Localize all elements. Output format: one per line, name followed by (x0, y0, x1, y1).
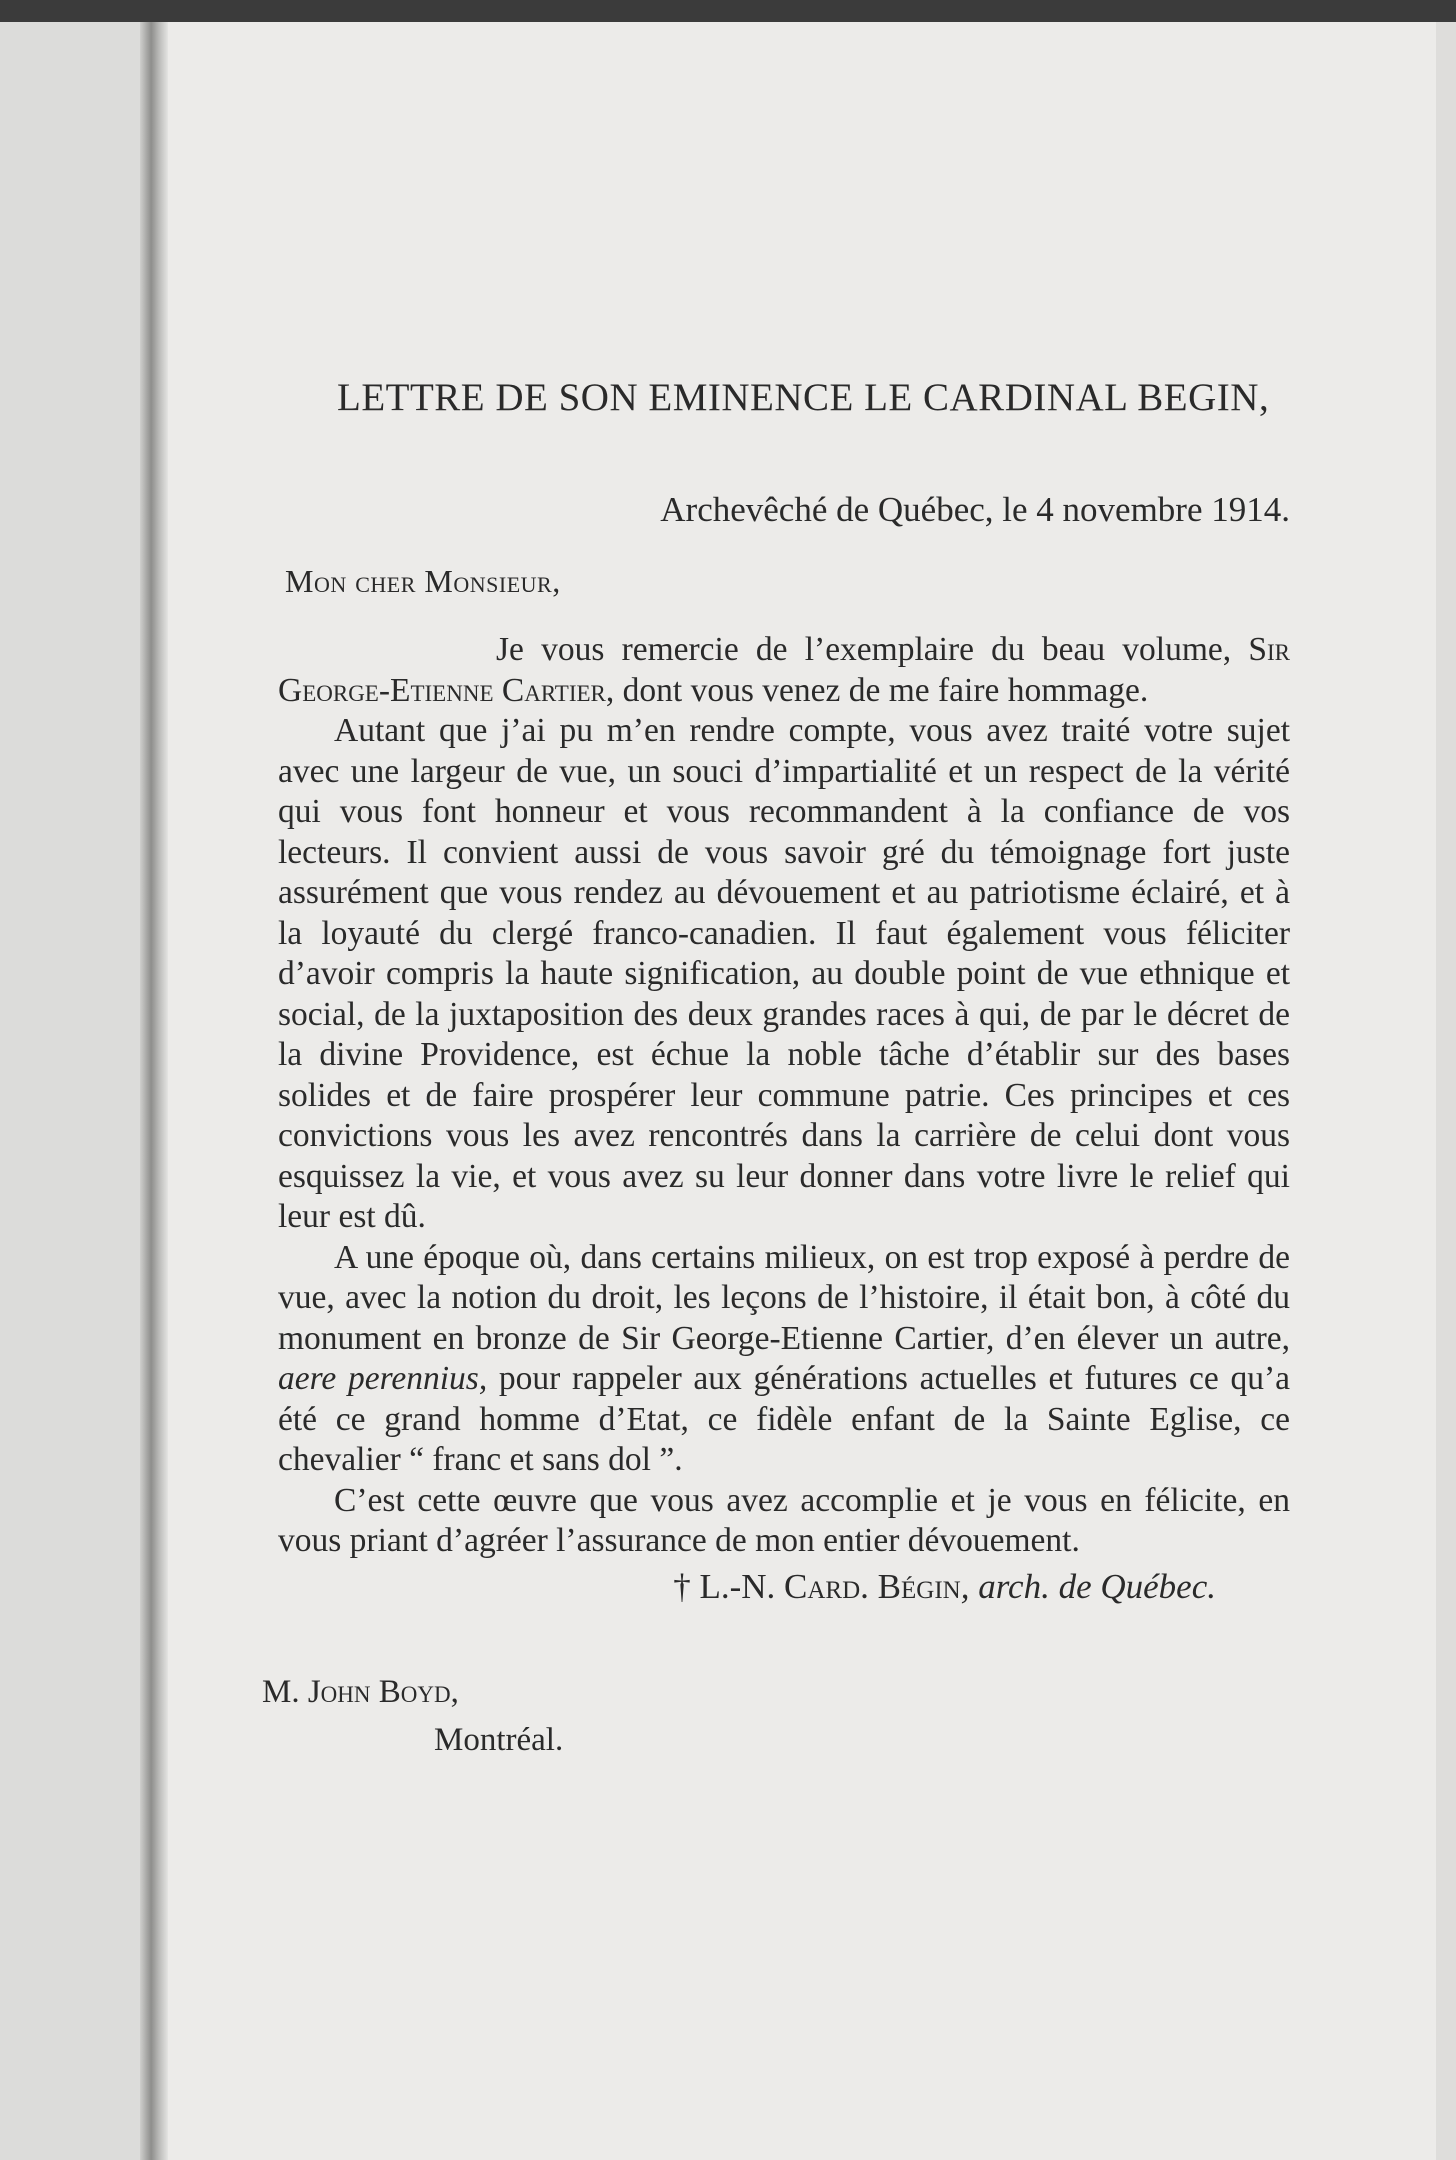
paragraph-3 (278, 1238, 1290, 1481)
paragraph-1 (278, 630, 1290, 711)
latin-phrase: aere perennius, (278, 1360, 488, 1397)
scan-right-edge (1436, 22, 1456, 2160)
book-title: Sir George-Etienne Cartier, (278, 631, 1290, 709)
signature-name: † L.-N. Card. Bégin (673, 1567, 961, 1606)
letter-place-date: Archevêché de Québec, le 4 novembre 1914. (660, 490, 1290, 529)
signature (673, 1567, 1216, 1607)
addressee-city: Montréal. (434, 1722, 564, 1758)
addressee-name: M. John Boyd, (262, 1674, 459, 1710)
letter-body (278, 630, 1290, 1562)
paragraph-3-text: A une époque où, dans certains milieux, on est trop exposé à perdre de vue, avec la notion du droit, les leçons de l’histoire, il était bon, à côté du monument en bronze de Sir George-Etienne Cartier, d’en élever un autre, (278, 1238, 1290, 1357)
facing-page-edge (0, 22, 150, 2160)
signature-title: , arch. de Québec. (960, 1567, 1216, 1606)
paragraph-3-text-end: pour rappeler aux générations actuelles et futures ce qu’a été ce grand homme d’Etat, ce fidèle enfant de la Sainte Eglise, ce chevalier “ franc et sans dol ”. (278, 1360, 1290, 1478)
book-spine-shadow (140, 22, 168, 2160)
letter-salutation: Mon cher Monsieur, (285, 563, 561, 599)
paragraph-2: Autant que j’ai pu m’en rendre compte, vous avez traité votre sujet avec une largeur de vue, un souci d’impartialité et un respect de la vérité qui vous font honneur et vous recommandent à la confiance de vos lecteurs. Il convient aussi de vous savoir gré du témoignage fort juste assurément que vous rendez au dévouement et au patriotisme éclairé, et à la loyauté du clergé franco-canadien. Il faut également vous féliciter d’avoir compris la haute signification, au double point de vue ethnique et social, de la juxtaposition des deux grandes races à qui, de par le décret de la divine Providence, est échue la noble tâche d’établir sur des bases solides et de faire prospérer leur commune patrie. Ces principes et ces convictions vous les avez rencontrés dans la carrière de celui dont vous esquissez la vie, et vous avez su leur donner dans votre livre le relief qui leur est dû. (278, 712, 1290, 1235)
paragraph-1-text: Je vous remercie de l’exemplaire du beau volume, (496, 631, 1249, 668)
paragraph-1-text-end: dont vous venez de me faire hommage. (614, 671, 1149, 709)
scan-top-edge (0, 0, 1456, 22)
letter-title: LETTRE DE SON EMINENCE LE CARDINAL BEGIN, (337, 376, 1270, 419)
addressee-block (262, 1668, 563, 1764)
paragraph-4: C’est cette œuvre que vous avez accomplie et je vous en félicite, en vous priant d’agréer l’assurance de mon entier dévouement. (278, 1481, 1290, 1559)
